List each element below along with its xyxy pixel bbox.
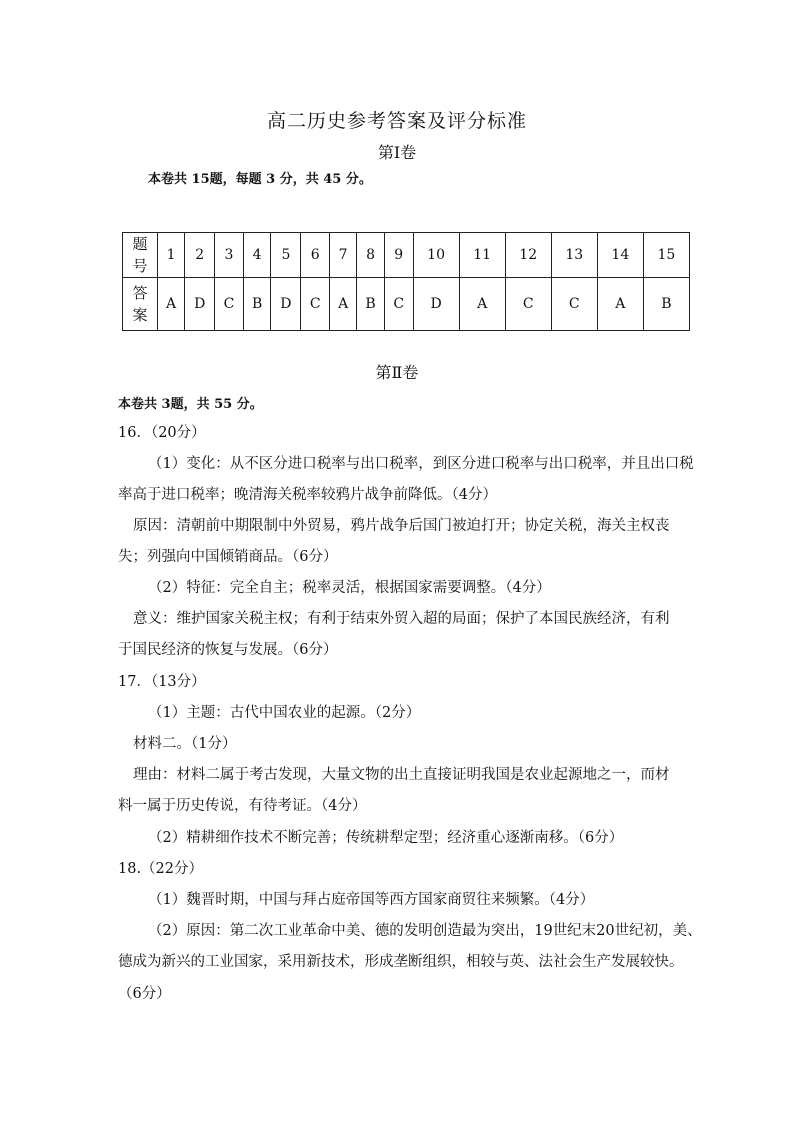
question-16-heading: 16．（20分） — [118, 425, 206, 441]
question-number-header: 题 号 — [123, 233, 158, 278]
question-number: 13 — [551, 233, 597, 278]
part1-heading: 第Ⅰ卷 — [377, 143, 417, 162]
answer-line: （1）主题：古代中国农业的起源。（2分） — [148, 705, 421, 721]
answer-line: （2）精耕细作技术不断完善；传统耕犁定型；经济重心逐渐南移。（6分） — [148, 830, 624, 846]
question-number-row — [123, 233, 690, 278]
answer-cell: C — [215, 278, 244, 331]
answer-line: 理由：材料二属于考古发现，大量文物的出土直接证明我国是农业起源地之一，而材 — [133, 767, 670, 783]
answer-cell: A — [597, 278, 643, 331]
part2-note: 本卷共 3题，共 55 分。 — [118, 397, 263, 412]
answer-header: 答 案 — [123, 278, 158, 331]
part2-heading: 第Ⅱ卷 — [375, 363, 419, 382]
answer-cell: C — [505, 278, 551, 331]
answer-line: 失；列强向中国倾销商品。（6分） — [118, 549, 338, 565]
answer-line: 材料二。（1分） — [133, 736, 237, 752]
question-number: 1 — [158, 233, 185, 278]
answer-line: 率高于进口税率；晚清海关税率较鸦片战争前降低。（4分） — [118, 487, 497, 503]
answer-cell: B — [357, 278, 385, 331]
answer-cell: C — [301, 278, 330, 331]
answer-cell: A — [459, 278, 505, 331]
answer-line: 料一属于历史传说，有待考证。（4分） — [118, 798, 367, 814]
question-number: 10 — [413, 233, 459, 278]
answer-line: 于国民经济的恢复与发展。（6分） — [118, 642, 338, 658]
question-number: 11 — [459, 233, 505, 278]
question-number: 6 — [301, 233, 330, 278]
answer-line: 原因：清朝前中期限制中外贸易，鸦片战争后国门被迫打开；协定关税，海关主权丧 — [133, 518, 670, 534]
answer-row — [123, 278, 690, 331]
answer-cell: B — [643, 278, 689, 331]
question-number: 8 — [357, 233, 385, 278]
answer-cell: D — [413, 278, 459, 331]
question-number: 12 — [505, 233, 551, 278]
question-number: 3 — [215, 233, 244, 278]
answer-line: 意义：维护国家关税主权；有利于结束外贸入超的局面；保护了本国民族经济，有利 — [133, 611, 670, 627]
question-number: 5 — [271, 233, 301, 278]
question-number: 7 — [330, 233, 357, 278]
answer-line: （2）特征：完全自主；税率灵活，根据国家需要调整。（4分） — [148, 580, 551, 596]
answer-cell: D — [271, 278, 301, 331]
answer-cell: C — [551, 278, 597, 331]
answer-table — [122, 232, 690, 331]
part1-note: 本卷共 15题，每题 3 分，共 45 分。 — [148, 172, 372, 187]
answer-line: （6分） — [118, 986, 171, 1002]
question-number: 4 — [243, 233, 271, 278]
answer-cell: D — [185, 278, 215, 331]
answer-cell: A — [330, 278, 357, 331]
question-number: 2 — [185, 233, 215, 278]
answer-cell: A — [158, 278, 185, 331]
question-number: 15 — [643, 233, 689, 278]
answer-line: （1）变化：从不区分进口税率与出口税率，到区分进口税率与出口税率，并且出口税 — [148, 456, 694, 472]
answer-line: 德成为新兴的工业国家，采用新技术，形成垄断组织，相较与英、法社会生产发展较快。 — [118, 954, 684, 970]
answer-cell: B — [243, 278, 271, 331]
question-18-heading: 18.（22分） — [118, 861, 204, 877]
answer-line: （2）原因：第二次工业革命中美、德的发明创造最为突出，19世纪末20世纪初，美、 — [148, 923, 702, 939]
page-title: 高二历史参考答案及评分标准 — [266, 110, 527, 132]
question-number: 14 — [597, 233, 643, 278]
question-number: 9 — [384, 233, 413, 278]
answer-cell: C — [384, 278, 413, 331]
answer-line: （1）魏晋时期，中国与拜占庭帝国等西方国家商贸往来频繁。（4分） — [148, 892, 595, 908]
question-17-heading: 17．（13分） — [118, 674, 206, 690]
